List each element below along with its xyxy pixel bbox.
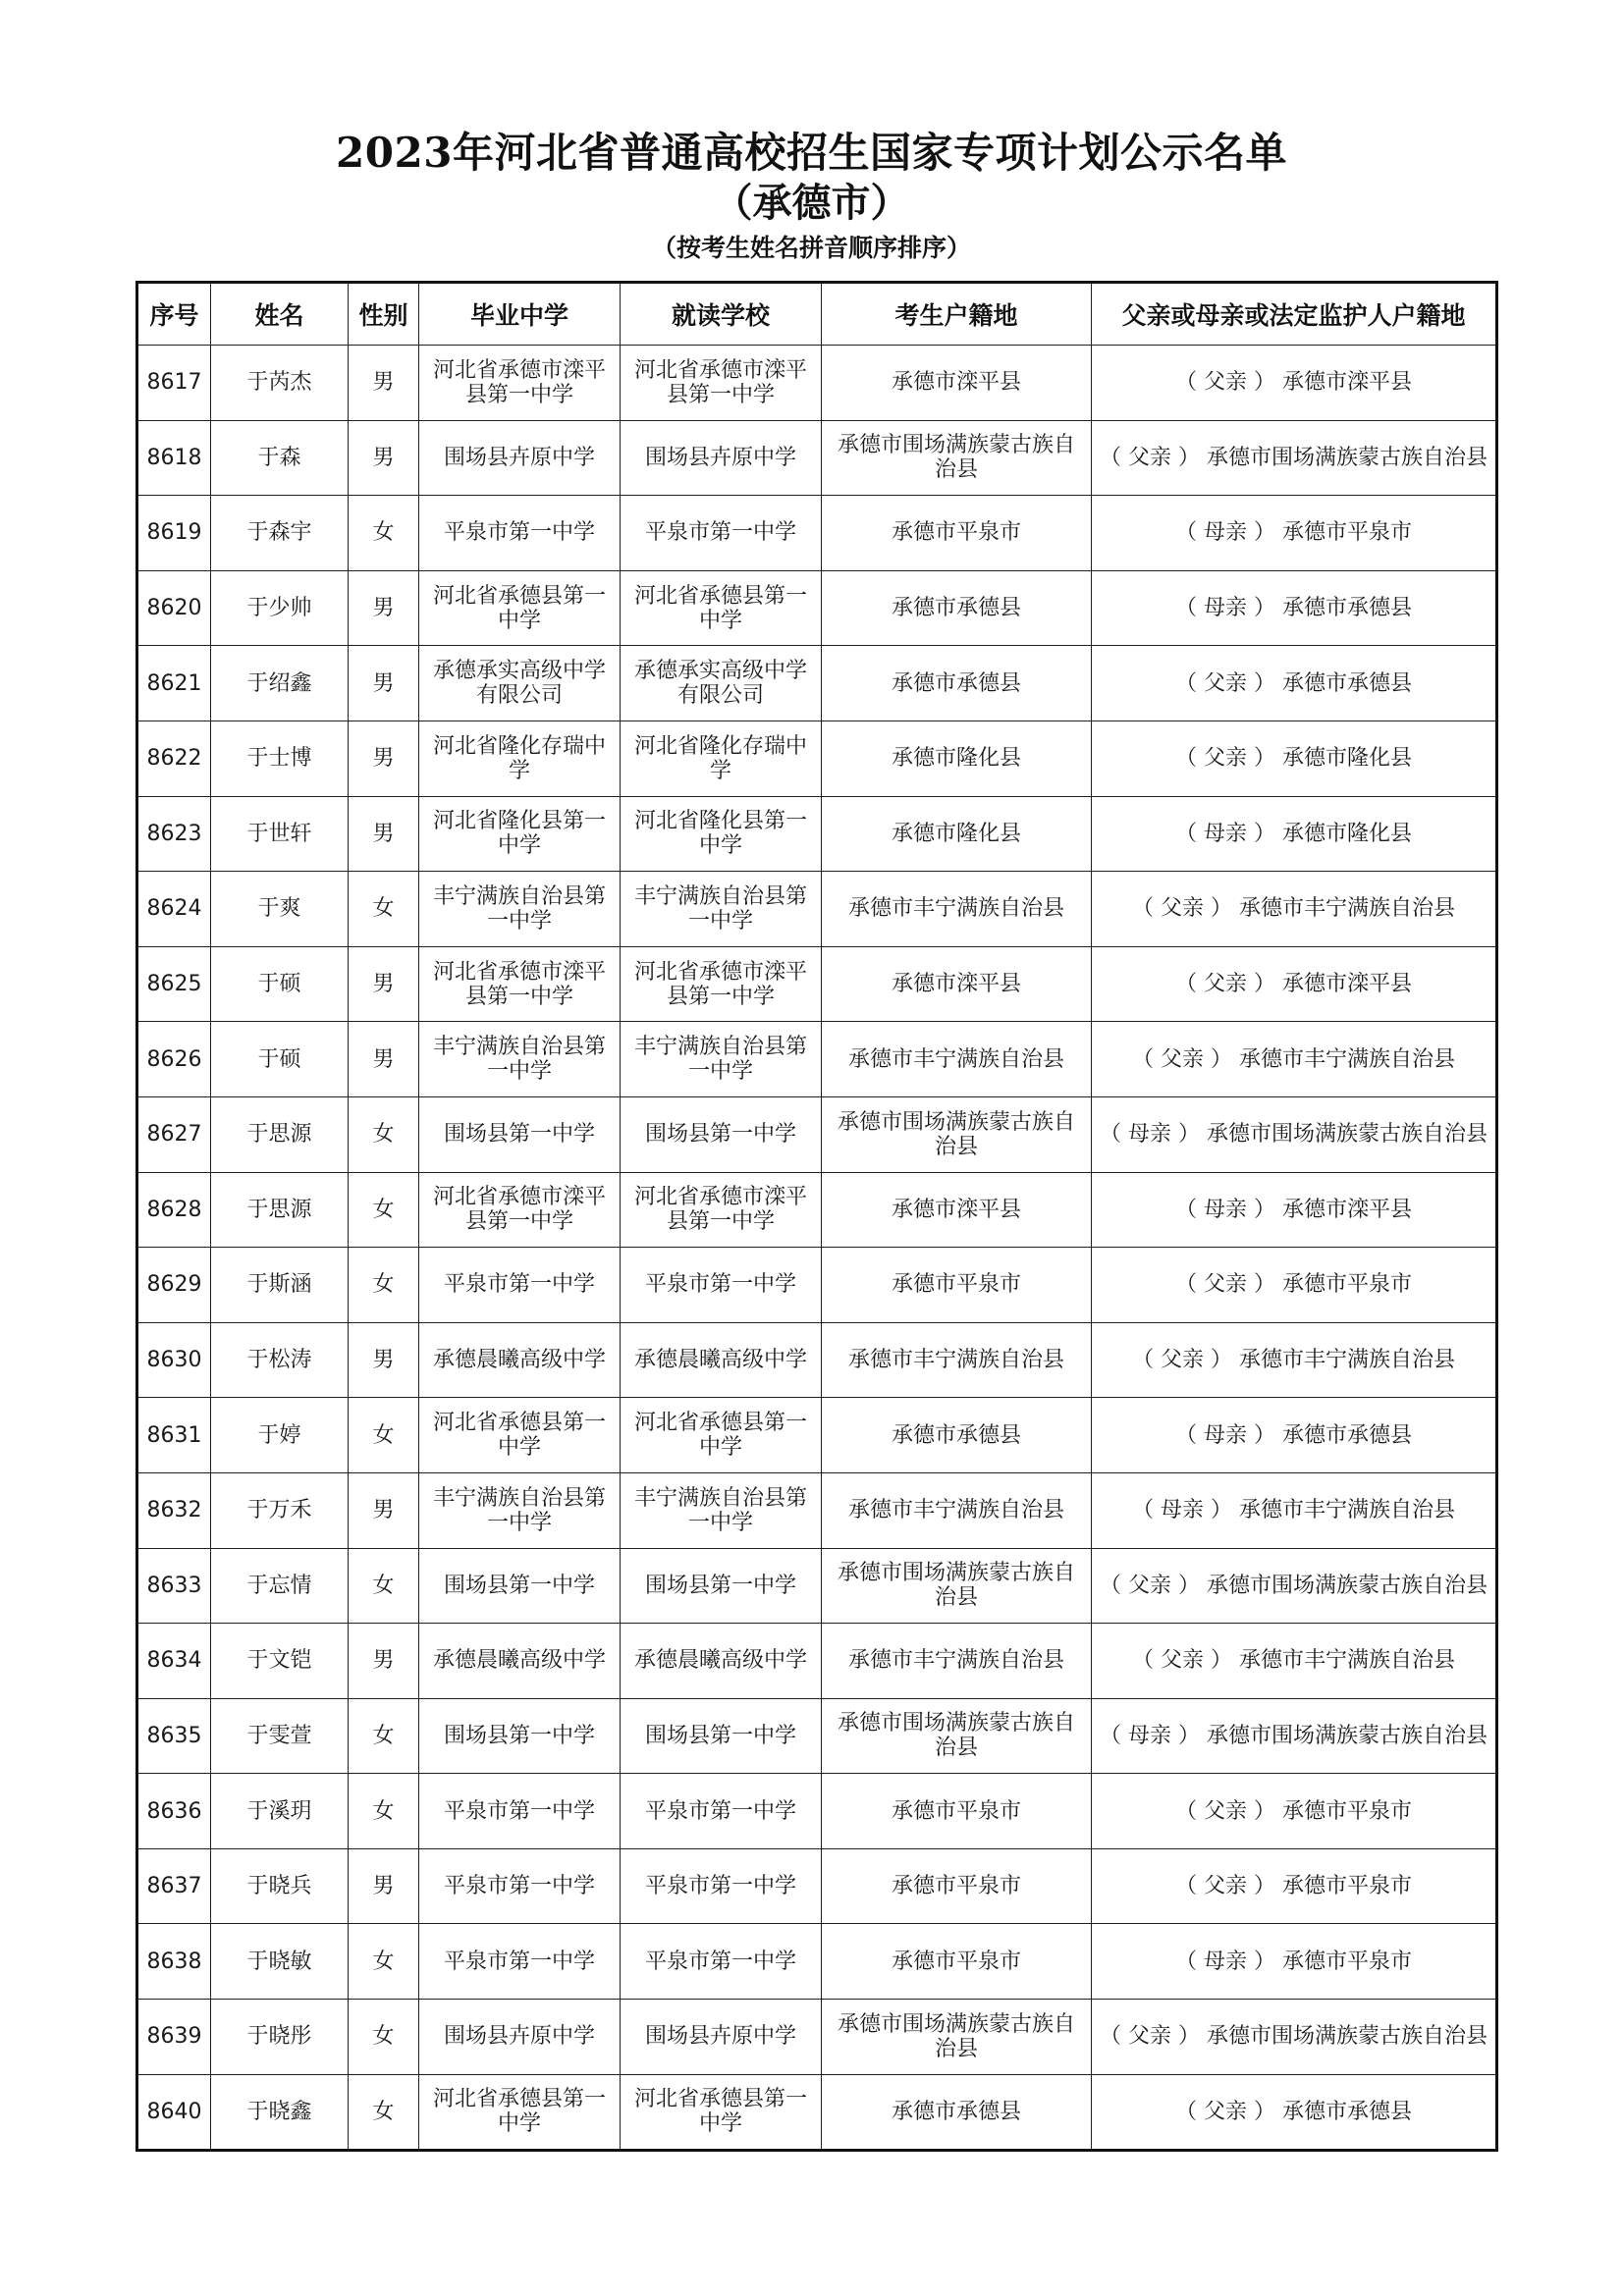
cell-sex: 男 xyxy=(349,946,419,1022)
cell-name: 于思源 xyxy=(211,1096,349,1172)
cell-sex: 男 xyxy=(349,1472,419,1548)
cell-guardian-residence: （ 母亲 ） 承德市围场满族蒙古族自治县 xyxy=(1092,1698,1497,1774)
cell-current-school: 平泉市第一中学 xyxy=(621,496,822,571)
cell-name: 于婷 xyxy=(211,1398,349,1473)
table-row xyxy=(137,420,1497,496)
cell-current-school: 围场县卉原中学 xyxy=(621,2000,822,2075)
cell-sex: 女 xyxy=(349,1248,419,1323)
table-row xyxy=(137,1848,1497,1924)
cell-current-school: 围场县第一中学 xyxy=(621,1698,822,1774)
cell-guardian-residence: （ 父亲 ） 承德市平泉市 xyxy=(1092,1848,1497,1924)
cell-sex: 男 xyxy=(349,721,419,796)
table-row xyxy=(137,1248,1497,1323)
cell-graduated-school: 平泉市第一中学 xyxy=(419,496,621,571)
cell-candidate-residence: 承德市丰宁满族自治县 xyxy=(822,1322,1092,1398)
cell-graduated-school: 河北省隆化县第一中学 xyxy=(419,796,621,872)
cell-sex: 女 xyxy=(349,872,419,947)
cell-graduated-school: 河北省承德县第一中学 xyxy=(419,1398,621,1473)
cell-current-school: 承德晨曦高级中学 xyxy=(621,1322,822,1398)
cell-sex: 女 xyxy=(349,496,419,571)
cell-name: 于松涛 xyxy=(211,1322,349,1398)
cell-seq: 8618 xyxy=(137,420,211,496)
cell-graduated-school: 围场县第一中学 xyxy=(419,1548,621,1624)
cell-seq: 8639 xyxy=(137,2000,211,2075)
cell-seq: 8636 xyxy=(137,1774,211,1849)
cell-seq: 8626 xyxy=(137,1022,211,1097)
cell-name: 于绍鑫 xyxy=(211,646,349,721)
cell-guardian-residence: （ 父亲 ） 承德市丰宁满族自治县 xyxy=(1092,1322,1497,1398)
cell-candidate-residence: 承德市承德县 xyxy=(822,570,1092,646)
cell-guardian-residence: （ 父亲 ） 承德市平泉市 xyxy=(1092,1248,1497,1323)
cell-graduated-school: 河北省承德市滦平县第一中学 xyxy=(419,946,621,1022)
cell-sex: 女 xyxy=(349,1924,419,2000)
cell-seq: 8630 xyxy=(137,1322,211,1398)
cell-seq: 8619 xyxy=(137,496,211,571)
cell-candidate-residence: 承德市围场满族蒙古族自治县 xyxy=(822,1096,1092,1172)
cell-candidate-residence: 承德市平泉市 xyxy=(822,1248,1092,1323)
table-row xyxy=(137,1096,1497,1172)
cell-current-school: 河北省承德县第一中学 xyxy=(621,2074,822,2151)
cell-guardian-residence: （ 父亲 ） 承德市围场满族蒙古族自治县 xyxy=(1092,420,1497,496)
cell-sex: 女 xyxy=(349,1398,419,1473)
cell-name: 于文铠 xyxy=(211,1624,349,1699)
cell-guardian-residence: （ 父亲 ） 承德市承德县 xyxy=(1092,646,1497,721)
cell-sex: 男 xyxy=(349,346,419,421)
header-sex: 性别 xyxy=(349,283,419,346)
cell-seq: 8632 xyxy=(137,1472,211,1548)
header-current-school: 就读学校 xyxy=(621,283,822,346)
cell-candidate-residence: 承德市丰宁满族自治县 xyxy=(822,1472,1092,1548)
cell-graduated-school: 围场县第一中学 xyxy=(419,1698,621,1774)
cell-seq: 8622 xyxy=(137,721,211,796)
cell-guardian-residence: （ 母亲 ） 承德市承德县 xyxy=(1092,570,1497,646)
cell-candidate-residence: 承德市围场满族蒙古族自治县 xyxy=(822,1548,1092,1624)
table-row xyxy=(137,1022,1497,1097)
document-subtitle: （承德市） xyxy=(713,180,910,226)
cell-name: 于森宇 xyxy=(211,496,349,571)
cell-guardian-residence: （ 父亲 ） 承德市围场满族蒙古族自治县 xyxy=(1092,2000,1497,2075)
cell-graduated-school: 河北省隆化存瑞中学 xyxy=(419,721,621,796)
cell-guardian-residence: （ 父亲 ） 承德市承德县 xyxy=(1092,2074,1497,2151)
cell-graduated-school: 承德晨曦高级中学 xyxy=(419,1624,621,1699)
cell-guardian-residence: （ 父亲 ） 承德市丰宁满族自治县 xyxy=(1092,1022,1497,1097)
cell-candidate-residence: 承德市平泉市 xyxy=(822,1848,1092,1924)
table-row xyxy=(137,1698,1497,1774)
document-title: 2023年河北省普通高校招生国家专项计划公示名单 xyxy=(336,129,1287,177)
cell-candidate-residence: 承德市平泉市 xyxy=(822,1774,1092,1849)
cell-sex: 女 xyxy=(349,1096,419,1172)
table-row xyxy=(137,1172,1497,1248)
cell-sex: 男 xyxy=(349,1848,419,1924)
cell-guardian-residence: （ 母亲 ） 承德市平泉市 xyxy=(1092,496,1497,571)
cell-sex: 男 xyxy=(349,1022,419,1097)
cell-name: 于忘情 xyxy=(211,1548,349,1624)
cell-sex: 女 xyxy=(349,2074,419,2151)
cell-graduated-school: 承德晨曦高级中学 xyxy=(419,1322,621,1398)
cell-graduated-school: 河北省承德市滦平县第一中学 xyxy=(419,1172,621,1248)
cell-name: 于晓兵 xyxy=(211,1848,349,1924)
cell-current-school: 承德承实高级中学有限公司 xyxy=(621,646,822,721)
cell-guardian-residence: （ 父亲 ） 承德市平泉市 xyxy=(1092,1774,1497,1849)
cell-candidate-residence: 承德市承德县 xyxy=(822,646,1092,721)
cell-seq: 8640 xyxy=(137,2074,211,2151)
cell-candidate-residence: 承德市平泉市 xyxy=(822,1924,1092,2000)
table-row xyxy=(137,2000,1497,2075)
cell-sex: 男 xyxy=(349,1322,419,1398)
table-header-row xyxy=(137,283,1497,346)
cell-candidate-residence: 承德市滦平县 xyxy=(822,1172,1092,1248)
cell-candidate-residence: 承德市围场满族蒙古族自治县 xyxy=(822,420,1092,496)
header-name: 姓名 xyxy=(211,283,349,346)
cell-graduated-school: 平泉市第一中学 xyxy=(419,1924,621,2000)
table-row xyxy=(137,721,1497,796)
cell-current-school: 围场县卉原中学 xyxy=(621,420,822,496)
cell-seq: 8627 xyxy=(137,1096,211,1172)
cell-candidate-residence: 承德市隆化县 xyxy=(822,796,1092,872)
cell-name: 于爽 xyxy=(211,872,349,947)
cell-candidate-residence: 承德市围场满族蒙古族自治县 xyxy=(822,2000,1092,2075)
cell-sex: 男 xyxy=(349,570,419,646)
cell-name: 于芮杰 xyxy=(211,346,349,421)
cell-current-school: 河北省隆化县第一中学 xyxy=(621,796,822,872)
cell-candidate-residence: 承德市丰宁满族自治县 xyxy=(822,1624,1092,1699)
header-candidate-residence: 考生户籍地 xyxy=(822,283,1092,346)
cell-current-school: 围场县第一中学 xyxy=(621,1548,822,1624)
cell-guardian-residence: （ 父亲 ） 承德市丰宁满族自治县 xyxy=(1092,1624,1497,1699)
table-row xyxy=(137,946,1497,1022)
cell-current-school: 丰宁满族自治县第一中学 xyxy=(621,1472,822,1548)
cell-candidate-residence: 承德市滦平县 xyxy=(822,946,1092,1022)
cell-name: 于世轩 xyxy=(211,796,349,872)
table-row xyxy=(137,1624,1497,1699)
cell-graduated-school: 丰宁满族自治县第一中学 xyxy=(419,872,621,947)
cell-name: 于晓彤 xyxy=(211,2000,349,2075)
header-seq: 序号 xyxy=(137,283,211,346)
cell-sex: 男 xyxy=(349,646,419,721)
cell-graduated-school: 丰宁满族自治县第一中学 xyxy=(419,1472,621,1548)
roster-table xyxy=(135,281,1498,2152)
cell-name: 于硕 xyxy=(211,946,349,1022)
cell-name: 于万禾 xyxy=(211,1472,349,1548)
cell-name: 于少帅 xyxy=(211,570,349,646)
cell-sex: 女 xyxy=(349,1548,419,1624)
cell-current-school: 河北省承德县第一中学 xyxy=(621,1398,822,1473)
table-row xyxy=(137,570,1497,646)
cell-seq: 8624 xyxy=(137,872,211,947)
cell-guardian-residence: （ 母亲 ） 承德市滦平县 xyxy=(1092,1172,1497,1248)
cell-guardian-residence: （ 父亲 ） 承德市围场满族蒙古族自治县 xyxy=(1092,1548,1497,1624)
cell-seq: 8623 xyxy=(137,796,211,872)
cell-guardian-residence: （ 父亲 ） 承德市滦平县 xyxy=(1092,946,1497,1022)
table-body xyxy=(137,346,1497,2151)
cell-seq: 8629 xyxy=(137,1248,211,1323)
cell-sex: 女 xyxy=(349,1698,419,1774)
cell-candidate-residence: 承德市丰宁满族自治县 xyxy=(822,1022,1092,1097)
cell-name: 于斯涵 xyxy=(211,1248,349,1323)
cell-graduated-school: 承德承实高级中学有限公司 xyxy=(419,646,621,721)
cell-name: 于晓鑫 xyxy=(211,2074,349,2151)
cell-seq: 8637 xyxy=(137,1848,211,1924)
cell-current-school: 河北省承德市滦平县第一中学 xyxy=(621,346,822,421)
cell-current-school: 河北省承德市滦平县第一中学 xyxy=(621,1172,822,1248)
cell-seq: 8620 xyxy=(137,570,211,646)
cell-graduated-school: 丰宁满族自治县第一中学 xyxy=(419,1022,621,1097)
cell-guardian-residence: （ 父亲 ） 承德市滦平县 xyxy=(1092,346,1497,421)
cell-current-school: 河北省承德县第一中学 xyxy=(621,570,822,646)
cell-seq: 8628 xyxy=(137,1172,211,1248)
cell-candidate-residence: 承德市隆化县 xyxy=(822,721,1092,796)
cell-seq: 8633 xyxy=(137,1548,211,1624)
cell-candidate-residence: 承德市围场满族蒙古族自治县 xyxy=(822,1698,1092,1774)
table-row xyxy=(137,646,1497,721)
cell-seq: 8635 xyxy=(137,1698,211,1774)
cell-name: 于溪玥 xyxy=(211,1774,349,1849)
sort-note: （按考生姓名拼音顺序排序） xyxy=(651,234,971,262)
document-header xyxy=(0,128,1623,267)
cell-name: 于思源 xyxy=(211,1172,349,1248)
cell-current-school: 围场县第一中学 xyxy=(621,1096,822,1172)
cell-guardian-residence: （ 父亲 ） 承德市隆化县 xyxy=(1092,721,1497,796)
cell-current-school: 丰宁满族自治县第一中学 xyxy=(621,872,822,947)
cell-current-school: 平泉市第一中学 xyxy=(621,1848,822,1924)
cell-seq: 8638 xyxy=(137,1924,211,2000)
cell-graduated-school: 围场县第一中学 xyxy=(419,1096,621,1172)
header-graduated-school: 毕业中学 xyxy=(419,283,621,346)
cell-guardian-residence: （ 母亲 ） 承德市丰宁满族自治县 xyxy=(1092,1472,1497,1548)
table-row xyxy=(137,1322,1497,1398)
cell-candidate-residence: 承德市承德县 xyxy=(822,1398,1092,1473)
table-row xyxy=(137,796,1497,872)
cell-graduated-school: 平泉市第一中学 xyxy=(419,1774,621,1849)
cell-name: 于士博 xyxy=(211,721,349,796)
cell-sex: 女 xyxy=(349,1774,419,1849)
cell-seq: 8631 xyxy=(137,1398,211,1473)
cell-current-school: 平泉市第一中学 xyxy=(621,1248,822,1323)
cell-guardian-residence: （ 母亲 ） 承德市平泉市 xyxy=(1092,1924,1497,2000)
table-row xyxy=(137,1924,1497,2000)
cell-seq: 8634 xyxy=(137,1624,211,1699)
table-row xyxy=(137,496,1497,571)
cell-candidate-residence: 承德市丰宁满族自治县 xyxy=(822,872,1092,947)
cell-current-school: 平泉市第一中学 xyxy=(621,1774,822,1849)
cell-seq: 8625 xyxy=(137,946,211,1022)
table-row xyxy=(137,1548,1497,1624)
table-row xyxy=(137,872,1497,947)
cell-sex: 女 xyxy=(349,1172,419,1248)
table-row xyxy=(137,346,1497,421)
table-row xyxy=(137,2074,1497,2151)
cell-name: 于晓敏 xyxy=(211,1924,349,2000)
cell-sex: 男 xyxy=(349,796,419,872)
cell-graduated-school: 河北省承德县第一中学 xyxy=(419,2074,621,2151)
cell-name: 于森 xyxy=(211,420,349,496)
header-guardian-residence: 父亲或母亲或法定监护人户籍地 xyxy=(1092,283,1497,346)
cell-seq: 8617 xyxy=(137,346,211,421)
cell-sex: 女 xyxy=(349,2000,419,2075)
cell-current-school: 河北省隆化存瑞中学 xyxy=(621,721,822,796)
cell-guardian-residence: （ 母亲 ） 承德市承德县 xyxy=(1092,1398,1497,1473)
table-row xyxy=(137,1472,1497,1548)
cell-guardian-residence: （ 父亲 ） 承德市丰宁满族自治县 xyxy=(1092,872,1497,947)
cell-graduated-school: 平泉市第一中学 xyxy=(419,1248,621,1323)
table-row xyxy=(137,1774,1497,1849)
cell-graduated-school: 围场县卉原中学 xyxy=(419,420,621,496)
cell-current-school: 河北省承德市滦平县第一中学 xyxy=(621,946,822,1022)
cell-sex: 男 xyxy=(349,1624,419,1699)
cell-candidate-residence: 承德市平泉市 xyxy=(822,496,1092,571)
cell-candidate-residence: 承德市滦平县 xyxy=(822,346,1092,421)
cell-candidate-residence: 承德市承德县 xyxy=(822,2074,1092,2151)
table-row xyxy=(137,1398,1497,1473)
cell-current-school: 丰宁满族自治县第一中学 xyxy=(621,1022,822,1097)
cell-current-school: 平泉市第一中学 xyxy=(621,1924,822,2000)
cell-graduated-school: 河北省承德县第一中学 xyxy=(419,570,621,646)
cell-name: 于硕 xyxy=(211,1022,349,1097)
cell-guardian-residence: （ 母亲 ） 承德市围场满族蒙古族自治县 xyxy=(1092,1096,1497,1172)
cell-guardian-residence: （ 母亲 ） 承德市隆化县 xyxy=(1092,796,1497,872)
cell-current-school: 承德晨曦高级中学 xyxy=(621,1624,822,1699)
cell-sex: 男 xyxy=(349,420,419,496)
cell-name: 于雯萱 xyxy=(211,1698,349,1774)
cell-graduated-school: 河北省承德市滦平县第一中学 xyxy=(419,346,621,421)
cell-seq: 8621 xyxy=(137,646,211,721)
cell-graduated-school: 围场县卉原中学 xyxy=(419,2000,621,2075)
cell-graduated-school: 平泉市第一中学 xyxy=(419,1848,621,1924)
